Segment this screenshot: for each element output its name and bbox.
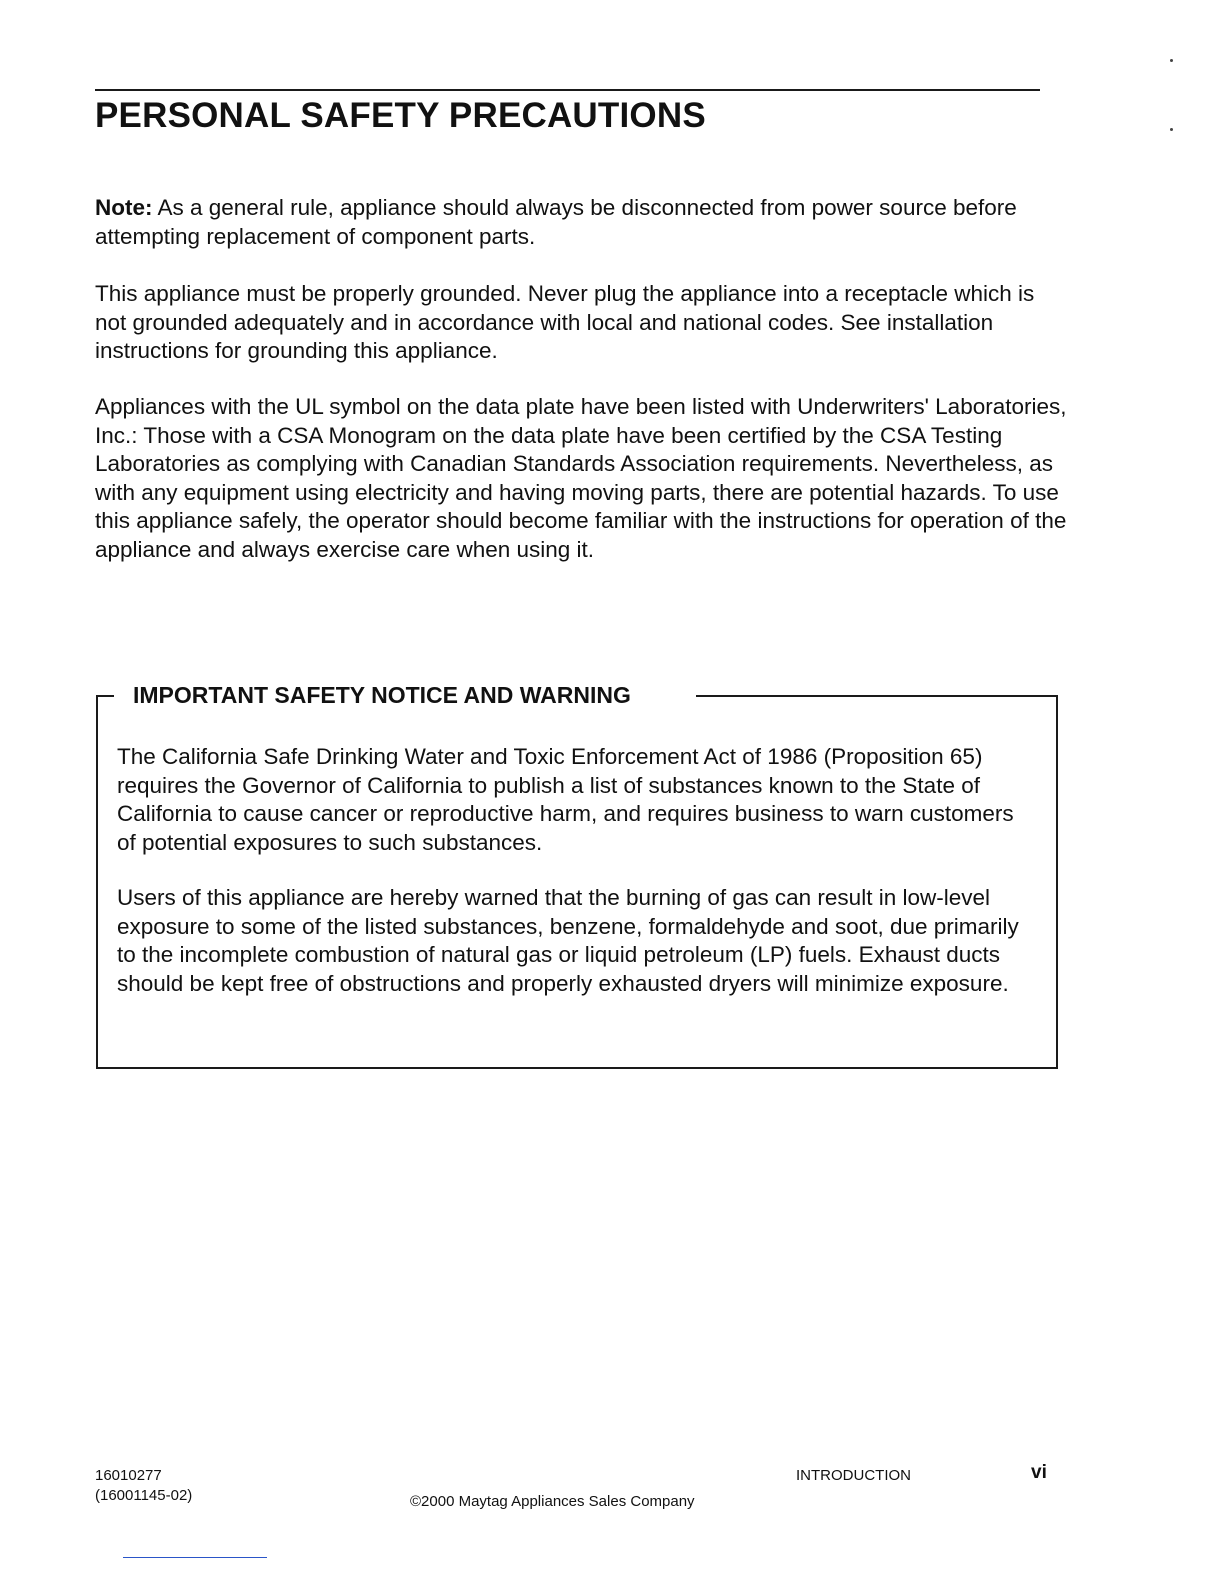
grounding-paragraph: This appliance must be properly grounded. Never plug the appliance into a receptacle which is not grounded adequately and in accordance with local and national codes. See installation instructions for grounding this appliance. <box>95 281 1035 363</box>
notice-paragraph-gas-exposure: Users of this appliance are hereby warned that the burning of gas can result in low-level exposure to some of the listed substances, benzene, formaldehyde and soot, due primarily to the incomplete combustion of natural gas or liquid petroleum (LP) fuels. Exhaust ducts should be kept free of obstructions and properly exhausted dryers will minimize exposure. <box>117 885 1019 996</box>
footer-copyright: ©2000 Maytag Appliances Sales Company <box>410 1493 695 1510</box>
notice-top-rule-left <box>96 695 114 697</box>
footer-section-name: INTRODUCTION <box>796 1467 911 1484</box>
note-paragraph <box>95 194 1070 251</box>
notice-heading: IMPORTANT SAFETY NOTICE AND WARNING <box>133 682 631 708</box>
scan-speck <box>1170 128 1173 131</box>
scan-speck <box>1170 59 1173 62</box>
notice-paragraph-proposition-65: The California Safe Drinking Water and Toxic Enforcement Act of 1986 (Proposition 65) requires the Governor of California to publish a list of substances known to the State of California to cause cancer or reproductive harm, and requires business to warn customers of potential exposures to such substances. <box>117 744 1014 855</box>
note-label: Note: <box>95 195 153 220</box>
title-rule <box>95 89 1040 91</box>
footer-doc-number-alt: (16001145-02) <box>95 1487 193 1504</box>
note-text: As a general rule, appliance should always be disconnected from power source before attempting replacement of component parts. <box>95 195 1017 249</box>
notice-top-rule-right <box>696 695 1058 697</box>
listing-paragraph: Appliances with the UL symbol on the data plate have been listed with Underwriters' Laboratories, Inc.: Those with a CSA Monogram on the data plate have been certified by the CSA Testing Laboratories as complying with Canadian Standards Association requirements. Nevertheless, as with any equipment using electricity and having moving parts, there are potential hazards. To use this appliance safely, the operator should become familiar with the instructions for operation of the appliance and always exercise care when using it. <box>95 394 1067 562</box>
page-title: PERSONAL SAFETY PRECAUTIONS <box>95 96 706 135</box>
footer-page-number: vi <box>1031 1462 1047 1483</box>
footer-doc-number: 16010277 <box>95 1467 162 1484</box>
bottom-link-underline <box>123 1557 267 1558</box>
